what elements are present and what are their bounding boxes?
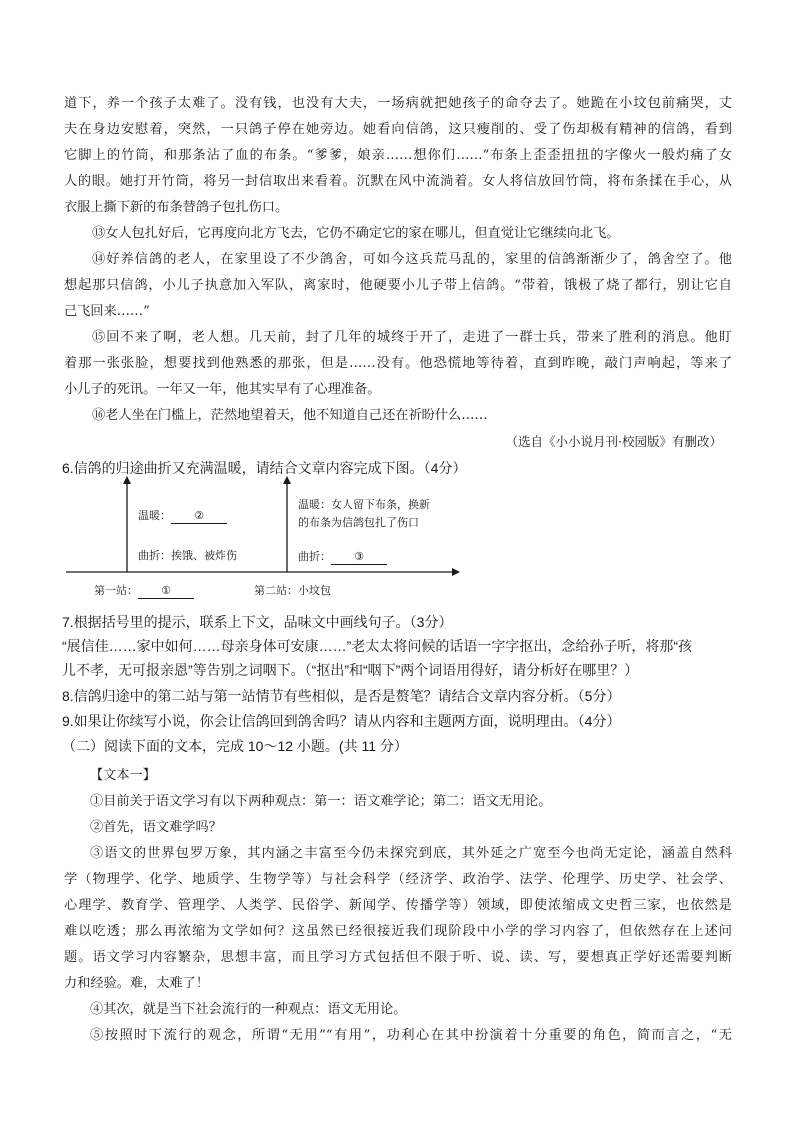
text-1-p2: ②首先，语文难学吗？ bbox=[90, 820, 222, 835]
text-1-p3-line: 力和经验。难，太难了！ bbox=[64, 976, 210, 991]
story-p15-line: 着那一张张脸，想要找到他熟悉的那张，但是……没有。他恐慌地等待着，直到昨晚，敲门声响起，等来了 bbox=[64, 356, 732, 371]
question-7: 7.根据括号里的提示，联系上下文，品味文中画线句子。（3分） bbox=[62, 614, 453, 630]
question-9: 9.如果让你续写小说，你会让信鸽回到鸽舍吗？请从内容和主题两方面，说明理由。（4分） bbox=[62, 713, 621, 729]
question-7-quote: “展信佳……家中如何……母亲身体可安康……”老太太将问候的话语一字字抠出，念给孙子听，将那“孩 bbox=[62, 638, 692, 654]
story-p14-line: 想起那只信鸽，小儿子执意加入军队，离家时，他硬要小儿子带上信鸽。“带着，饿极了烧了都行，别让它自 bbox=[64, 278, 732, 293]
text-1-p3-line: 学（物理学、化学、地质学、生物学等）与社会科学（经济学、政治学、法学、伦理学、历史学、社会学、 bbox=[64, 872, 732, 887]
twist-2 bbox=[298, 548, 387, 565]
blank-2[interactable]: ② bbox=[171, 510, 227, 524]
story-p12-line: 道下，养一个孩子太难了。没有钱，也没有大夫，一场病就把她孩子的命夺去了。她跪在小坟包前痛哭，丈 bbox=[64, 96, 732, 111]
text-1-p1: ①目前关于语文学习有以下两种观点：第一：语文难学论；第二：语文无用论。 bbox=[90, 794, 552, 809]
text-1-heading: 【文本一】 bbox=[90, 768, 156, 783]
story-p13: ⑬女人包扎好后，它再度向北方飞去，它仍不确定它的家在哪儿，但直觉让它继续向北飞。 bbox=[92, 226, 620, 241]
warm-label bbox=[138, 507, 227, 524]
text-1-p5: ⑤按照时下流行的观念，所谓“无用”“有用”，功利心在其中扮演着十分重要的角色，简而言之，“无 bbox=[90, 1028, 732, 1043]
story-p14-line: ⑭好养信鸽的老人，在家里设了不少鸽舍，可如今这兵荒马乱的，家里的信鸽渐渐少了，鸽舍空了。他 bbox=[92, 252, 732, 267]
story-p16: ⑯老人坐在门槛上，茫然地望着天，他不知道自己还在祈盼什么…… bbox=[92, 408, 488, 423]
story-p12-line: 衣服上撕下新的布条替鸽子包扎伤口。 bbox=[64, 200, 289, 215]
text-1-p3-line: ③语文的世界包罗万象，其内涵之丰富至今仍未探究到底，其外延之广宽至今也尚无定论，涵盖自然科 bbox=[90, 846, 732, 861]
question-8: 8.信鸽归途中的第二站与第一站情节有些相似，是否是赘笔？请结合文章内容分析。（5分） bbox=[62, 688, 621, 704]
twist-label-text: 曲折： bbox=[298, 551, 331, 563]
story-p12-line: 它脚上的竹筒，和那条沾了血的布条。“爹爹，娘亲……想你们……”布条上歪歪扭扭的字像火一般灼痛了女 bbox=[64, 148, 732, 163]
warm-2-line1: 温暖：女人留下布条，换新 bbox=[298, 499, 430, 511]
text-1-p4: ④其次，就是当下社会流行的一种观点：语文无用论。 bbox=[90, 1002, 407, 1017]
station-1-label: 第一站： bbox=[94, 585, 138, 597]
text-1-p3-line: 题。语文学习内容繁杂，思想丰富，而且学习方式包括但不限于听、说、读、写，要想真正学好还需要判断 bbox=[64, 950, 732, 965]
station-1 bbox=[94, 582, 194, 599]
story-p14-line: 己飞回来……” bbox=[64, 304, 150, 319]
story-source: （选自《小小说月刊·校园版》有删改） bbox=[505, 434, 722, 449]
text-1-p3-line: 难以吃透；那么再浓缩为文学如何？这虽然已经很接近我们现阶段中小学的学习内容了，但依然存在上述问 bbox=[64, 924, 732, 939]
station-2: 第二站：小坟包 bbox=[254, 585, 331, 597]
blank-3[interactable]: ③ bbox=[331, 551, 387, 565]
story-p15-line: ⑮回不来了啊，老人想。几天前，封了几年的城终于开了，走进了一群士兵，带来了胜利的消息。他盯 bbox=[92, 330, 732, 345]
warm-2-line2: 的布条为信鸽包扎了伤口 bbox=[298, 517, 419, 529]
story-p15-line: 小儿子的死讯。一年又一年，他其实早有了心理准备。 bbox=[64, 382, 381, 397]
twist-1: 曲折：挨饿、被炸伤 bbox=[138, 550, 237, 562]
question-7-prompt: 儿不孝，无可报亲恩”等告别之词咽下。（“抠出”和“咽下”两个词语用得好，请分析好在哪里？） bbox=[62, 662, 639, 678]
warm-label-text: 温暖： bbox=[138, 510, 171, 522]
story-p12-line: 人的眼。她打开竹筒，将另一封信取出来看着。沉默在风中流淌着。女人将信放回竹筒，将布条揉在手心，从 bbox=[64, 174, 732, 189]
blank-1[interactable]: ① bbox=[138, 585, 194, 599]
story-p12-line: 夫在身边安慰着，突然，一只鸽子停在她旁边。她看向信鸽，这只瘦削的、受了伤却极有精神的信鸽，看到 bbox=[64, 122, 732, 137]
question-6: 6.信鸽的归途曲折又充满温暖，请结合文章内容完成下图。（4分） bbox=[62, 460, 467, 476]
section-2-heading: （二）阅读下面的文本，完成 10～12 小题。(共 11 分） bbox=[62, 738, 408, 754]
text-1-p3-line: 心理学、教育学、管理学、人类学、民俗学、新闻学、传播学等）领域，即使浓缩成文史哲三家，也依然是 bbox=[64, 898, 732, 913]
